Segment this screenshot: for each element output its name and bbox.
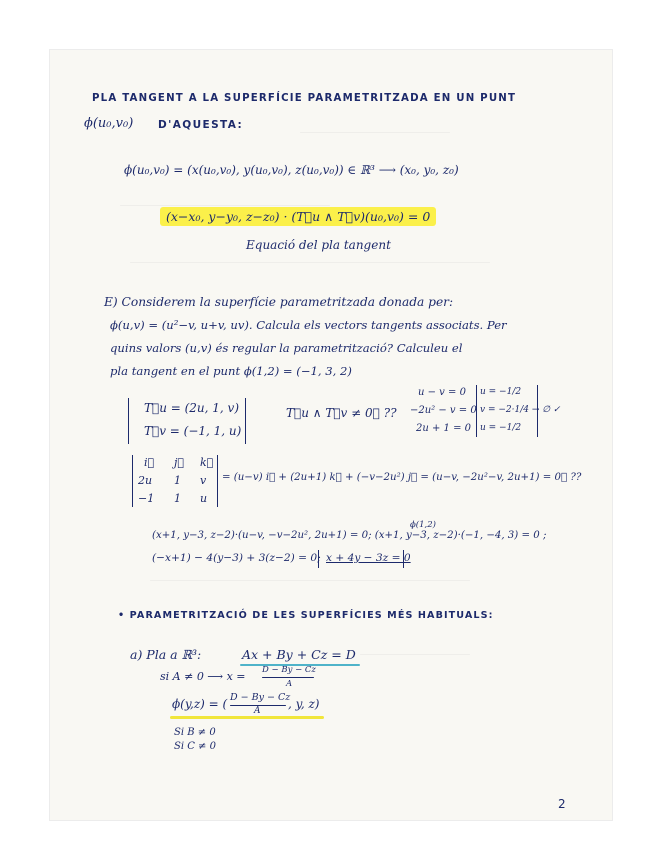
plane-equation-line1: (x+1, y−3, z−2)·(u−v, −v−2u², 2u+1) = 0; (x+1, y−3, z−2)·(−1, −4, 3) = 0 ; bbox=[152, 530, 547, 541]
param-prefix: ϕ(y,z) = ( bbox=[172, 697, 228, 711]
det-cell: −1 bbox=[138, 492, 155, 505]
system-sol-1: u = −1/2 bbox=[480, 387, 522, 397]
det-cell: j⃗ bbox=[174, 456, 185, 469]
param-suffix: , y, z) bbox=[288, 697, 320, 711]
section2-title: • PARAMETRITZACIÓ DE LES SUPERFÍCIES MÉS HABITUALS: bbox=[118, 610, 494, 621]
system-sol-3: u = −1/2 bbox=[480, 423, 522, 433]
det-cell: k⃗ bbox=[200, 456, 214, 469]
fraction-bar bbox=[262, 677, 314, 678]
system-eq-3: 2u + 1 = 0 bbox=[416, 423, 471, 434]
parametrization-formula: ϕ(u₀,v₀) = (x(u₀,v₀), y(u₀,v₀), z(u₀,v₀)) ∈ ℝ³ ⟶ (x₀, y₀, z₀) bbox=[124, 163, 459, 177]
regularity-condition: T⃗u ∧ T⃗v ≠ 0⃗ ?? bbox=[286, 406, 397, 420]
case-c-nonzero: Si C ≠ 0 bbox=[174, 741, 216, 752]
plane-general-equation: Ax + By + Cz = D bbox=[242, 647, 356, 662]
fraction-denominator: A bbox=[286, 679, 293, 689]
det-cell: 1 bbox=[174, 492, 181, 505]
det-cell: 2u bbox=[138, 474, 153, 487]
exercise-statement-line3: quins valors (u,v) és regular la parametrització? Calculeu el bbox=[110, 341, 463, 355]
section-title-continuation: D'AQUESTA: bbox=[158, 119, 244, 131]
yellow-underline bbox=[170, 716, 324, 719]
tangent-vector-u: T⃗u = (2u, 1, v) bbox=[144, 401, 240, 415]
det-cell: i⃗ bbox=[144, 456, 155, 469]
section-title: PLA TANGENT A LA SUPERFÍCIE PARAMETRITZADA EN UN PUNT bbox=[92, 93, 517, 104]
plane-case-label: a) Pla a ℝ³: bbox=[130, 647, 202, 662]
page-number: 2 bbox=[558, 797, 566, 811]
exercise-statement-line1: E) Considerem la superfície parametritzada donada per: bbox=[104, 295, 454, 309]
equation-caption: Equació del pla tangent bbox=[246, 238, 391, 252]
exercise-statement-line2: ϕ(u,v) = (u²−v, u+v, uv). Calcula els vectors tangents associats. Per bbox=[110, 318, 507, 332]
cross-product-result: = (u−v) i⃗ + (2u+1) k⃗ + (−v−2u²) j⃗ = (u−v, −2u²−v, 2u+1) = 0⃗ ?? bbox=[222, 472, 582, 483]
det-cell: 1 bbox=[174, 474, 181, 487]
system-eq-2: −2u² − v = 0 bbox=[410, 405, 477, 416]
point-label: ϕ(1,2) bbox=[410, 520, 436, 530]
fraction-numerator: D − By − Cz bbox=[262, 665, 316, 675]
det-cell: u bbox=[200, 492, 208, 505]
point-symbol: ϕ(u₀,v₀) bbox=[84, 116, 134, 131]
case-b-nonzero: Si B ≠ 0 bbox=[174, 727, 216, 738]
tangent-vector-v: T⃗v = (−1, 1, u) bbox=[144, 424, 242, 438]
param-frac-numerator: D − By − Cz bbox=[230, 692, 291, 703]
system-sol-2: v = −2·1/4 → ∅ ✓ bbox=[480, 405, 561, 415]
plane-equation-line2: (−x+1) − 4(y−3) + 3(z−2) = 0; bbox=[152, 552, 321, 564]
param-frac-denominator: A bbox=[254, 706, 261, 716]
case-a-nonzero: si A ≠ 0 ⟶ x = bbox=[160, 670, 246, 683]
tangent-plane-equation: (x−x₀, y−y₀, z−z₀) · (T⃗u ∧ T⃗v)(u₀,v₀) = 0 bbox=[160, 207, 436, 226]
plane-result: x + 4y − 3z = 0 bbox=[326, 552, 411, 564]
system-eq-1: u − v = 0 bbox=[418, 387, 466, 398]
exercise-statement-line4: pla tangent en el punt ϕ(1,2) = (−1, 3, 2) bbox=[110, 364, 352, 378]
det-cell: v bbox=[200, 474, 207, 487]
